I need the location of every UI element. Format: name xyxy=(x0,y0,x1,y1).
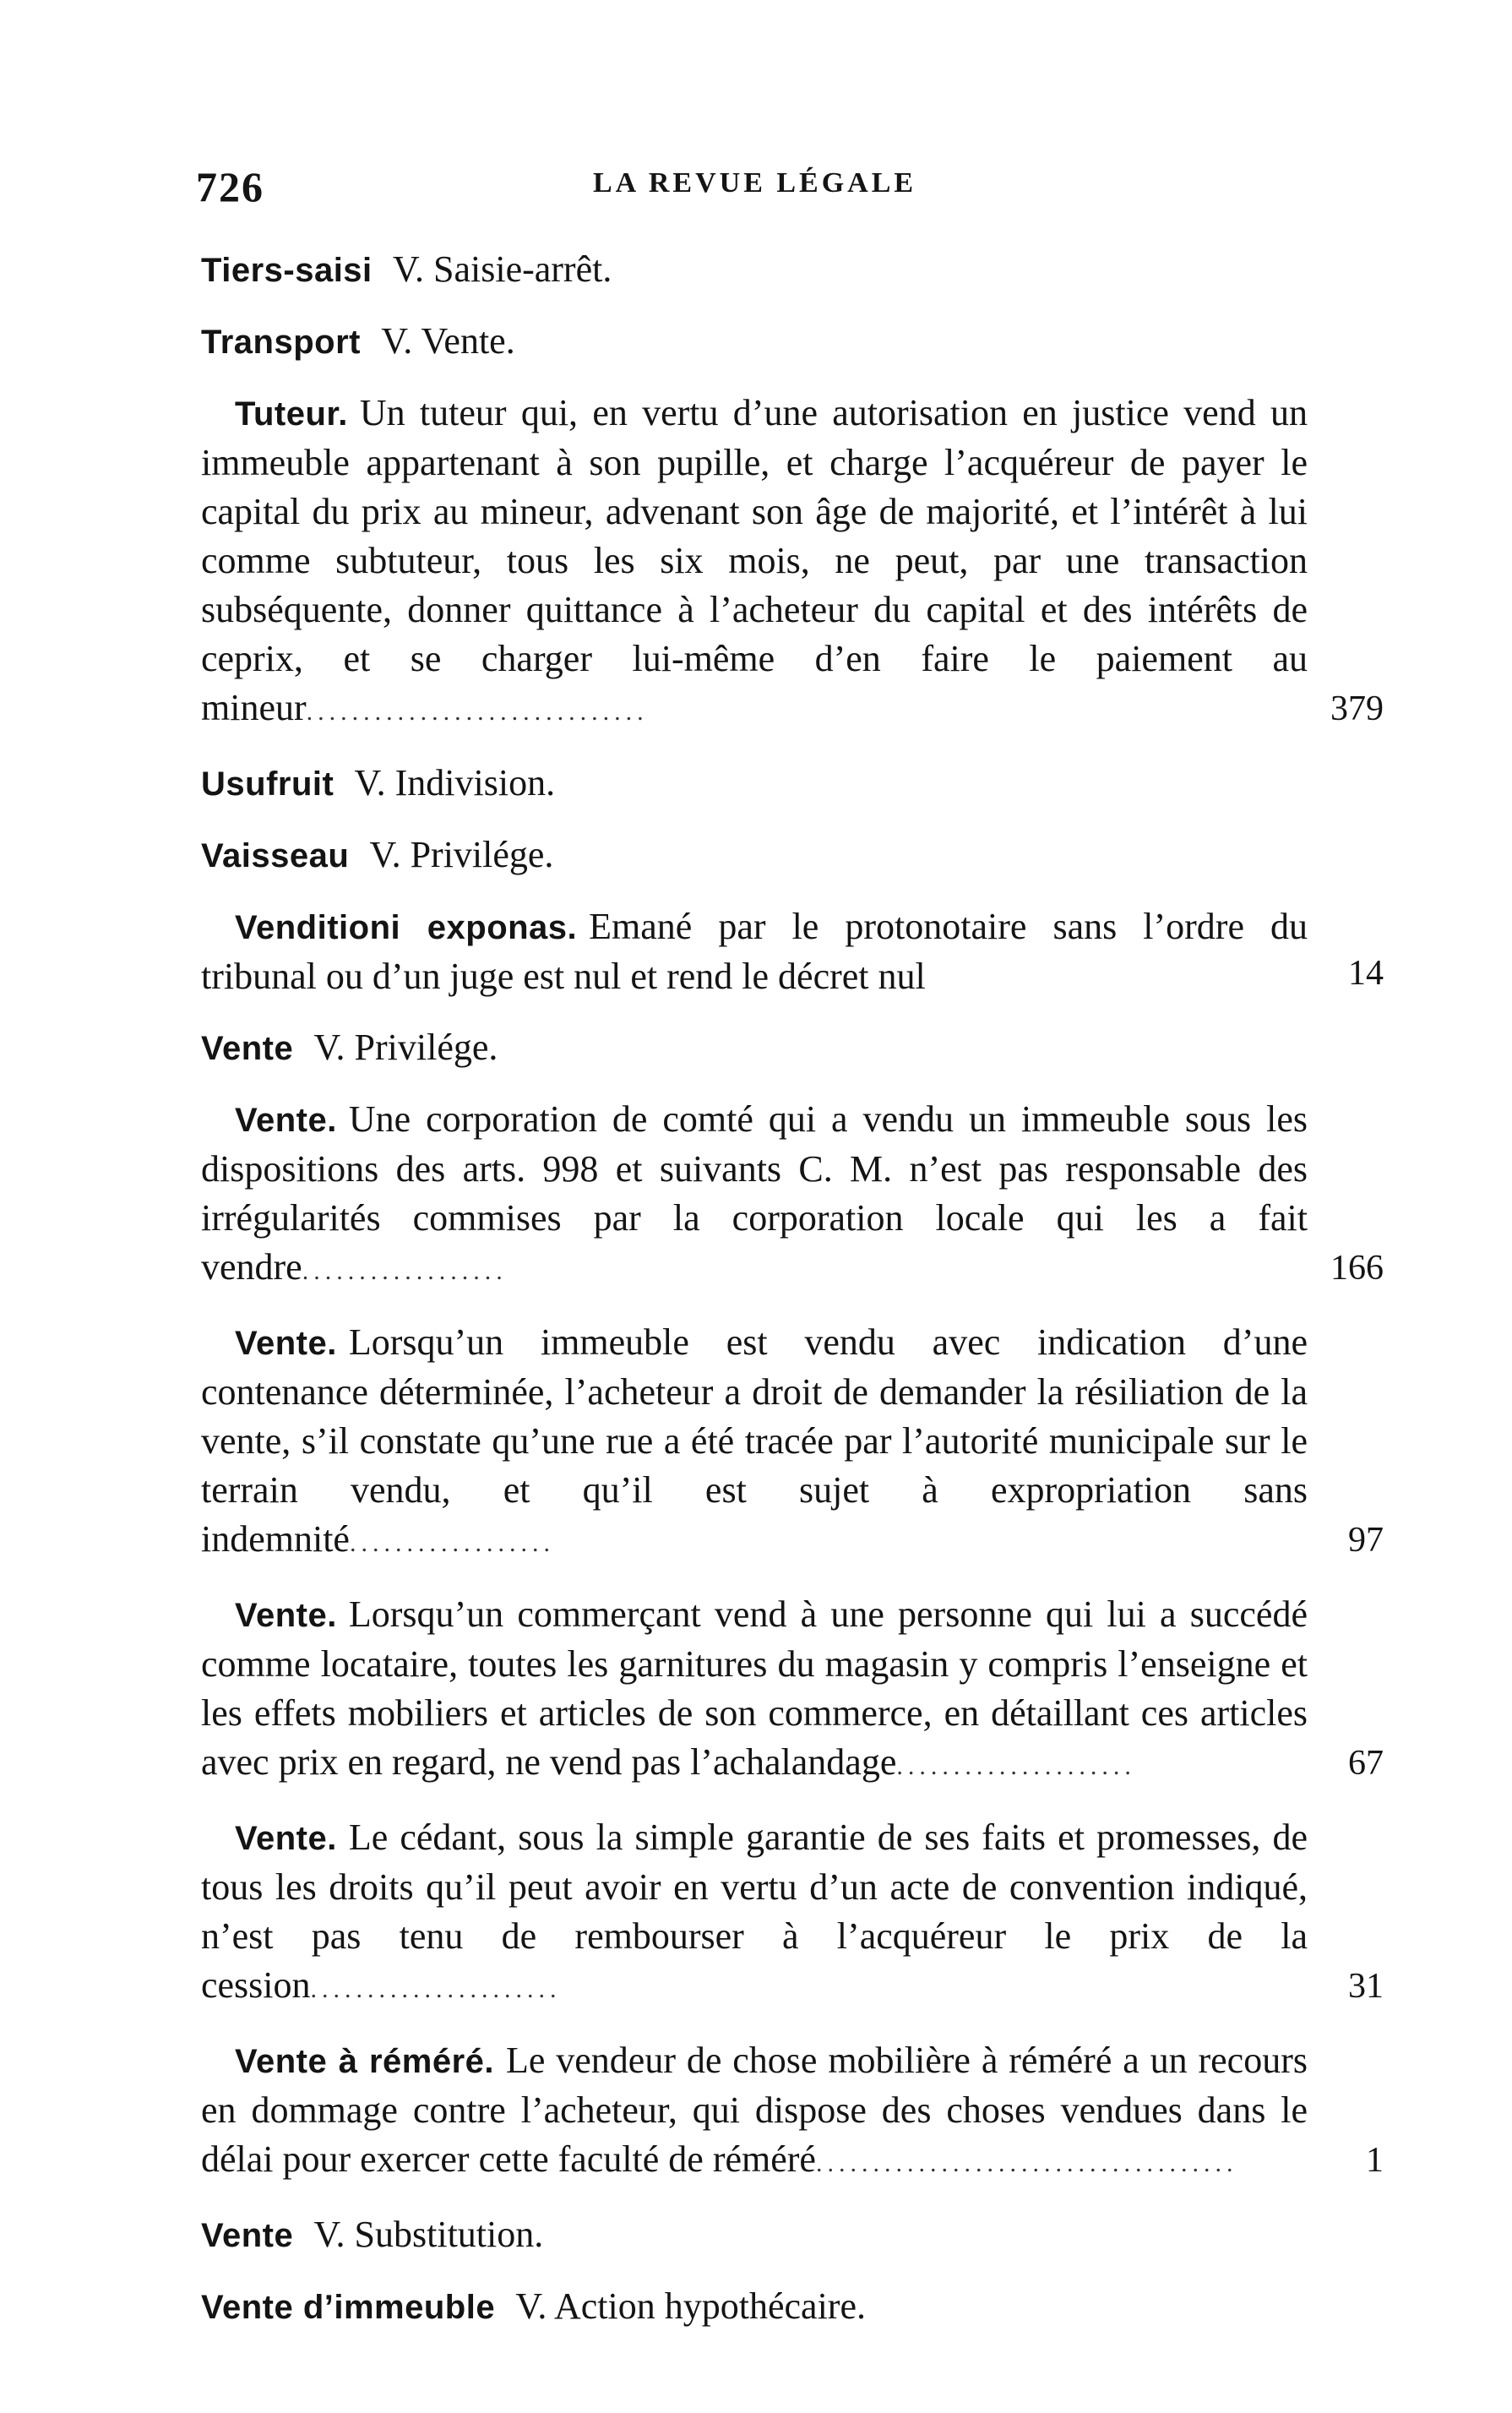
leader-dots: .................. xyxy=(302,1257,508,1285)
index-entry xyxy=(201,389,1384,737)
entry-text: V. Substitution. xyxy=(313,2214,544,2255)
index-entry xyxy=(201,902,1384,1001)
leader-dots: .................. xyxy=(349,1529,555,1557)
entry-text: Lorsqu’un immeuble est vendu avec indication d’une contenance déterminée, l’acheteur a droit de demander la résiliation de la vente, s’il constate qu’une rue a été tracée par l’autorité municipale sur le terrain vendu, et qu’il est sujet à expropriation sans indemnité xyxy=(201,1321,1308,1560)
index-entries xyxy=(201,245,1384,2354)
entry-heading: Vente. xyxy=(235,1102,337,1139)
entry-text: Le cédant, sous la simple garantie de ses faits et promesses, de tous les droits qu’il peut avoir en vertu d’un acte de convention indiqué, n’est pas tenu de rembourser à l’acquéreur le prix de la cession xyxy=(201,1817,1308,2006)
entry-text: Une corporation de comté qui a vendu un immeuble sous les dispositions des arts. 998 et suivants C. M. n’est pas responsable des irrégularités commises par la corporation locale qui les a fait vendre xyxy=(201,1098,1308,1288)
entry-heading: Tuteur. xyxy=(235,395,348,433)
index-entry xyxy=(201,1318,1384,1568)
entry-heading: Vente à réméré. xyxy=(235,2043,494,2080)
entry-text: Le vendeur de chose mobilière à réméré a un recours en dommage contre l’acheteur, qui dispose des choses vendues dans le délai pour exercer cette faculté de réméré xyxy=(201,2040,1308,2180)
page-reference: 379 xyxy=(1330,689,1384,728)
leader-dots: .............................. xyxy=(306,698,649,726)
entry-heading: Usufruit xyxy=(201,765,334,803)
entry-text: V. Privilége. xyxy=(369,834,554,875)
index-entry xyxy=(201,1590,1384,1791)
entry-heading: Transport xyxy=(201,324,361,361)
entry-heading: Vente. xyxy=(235,1325,337,1362)
page-reference: 97 xyxy=(1348,1521,1384,1560)
entry-text: Emané par le protonotaire sans l’ordre du tribunal ou d’un juge est nul et rend le décret nul xyxy=(201,906,1308,997)
leader-dots: ..................... xyxy=(896,1752,1136,1780)
entry-heading: Vente xyxy=(201,1030,294,1067)
leader-dots: ..................................... xyxy=(815,2149,1238,2177)
entry-heading: Vente. xyxy=(235,1820,337,1857)
page-reference: 166 xyxy=(1330,1249,1384,1288)
entry-text: Un tuteur qui, en vertu d’une autorisation en justice vend un immeuble appartenant à son pupille, et charge l’acquéreur de payer le capital du prix au mineur, advenant son âge de majorité, et l’intérêt à lui comme subtuteur, tous les six mois, ne peut, par une transaction subséquente, donner quittance à l’acheteur du capital et des intérêts de ceprix, et se charger lui-même d’en faire le paiement au mineur xyxy=(201,392,1308,728)
entry-heading: Vaisseau xyxy=(201,837,350,874)
index-entry xyxy=(201,2036,1384,2188)
page-reference: 31 xyxy=(1348,1967,1384,2006)
entry-text: V. Saisie-arrêt. xyxy=(392,248,612,290)
index-entry xyxy=(201,2282,1384,2332)
entry-text: V. Privilége. xyxy=(313,1027,498,1068)
entry-text: V. Vente. xyxy=(381,320,515,362)
page-reference: 67 xyxy=(1348,1744,1384,1783)
index-entry xyxy=(201,1813,1384,2014)
index-entry xyxy=(201,1095,1384,1296)
entry-heading: Tiers-saisi xyxy=(201,252,373,289)
index-entry xyxy=(201,245,1384,295)
index-entry xyxy=(201,317,1384,367)
entry-heading: Vente d’immeuble xyxy=(201,2289,496,2326)
entry-heading: Vente. xyxy=(235,1597,337,1634)
page-header xyxy=(196,162,1395,221)
entry-heading: Vente xyxy=(201,2217,294,2254)
page-reference: 1 xyxy=(1366,2141,1384,2180)
index-entry xyxy=(201,759,1384,809)
running-title: LA REVUE LÉGALE xyxy=(593,167,917,199)
leader-dots: ...................... xyxy=(310,1975,562,2003)
entry-text: V. Action hypothécaire. xyxy=(515,2285,866,2327)
index-entry xyxy=(201,831,1384,880)
entry-text: V. Indivision. xyxy=(354,762,556,803)
index-entry xyxy=(201,2210,1384,2260)
index-entry xyxy=(201,1023,1384,1073)
page-reference: 14 xyxy=(1348,954,1384,993)
entry-text: Lorsqu’un commerçant vend à une personne qui lui a succédé comme locataire, toutes les garnitures du magasin y compris l’enseigne et les effets mobiliers et articles de son commerce, en détaillant ces articles avec prix en regard, ne vend pas l’achalandage xyxy=(201,1593,1308,1783)
entry-heading: Venditioni exponas. xyxy=(235,909,578,946)
page-number: 726 xyxy=(196,163,264,210)
